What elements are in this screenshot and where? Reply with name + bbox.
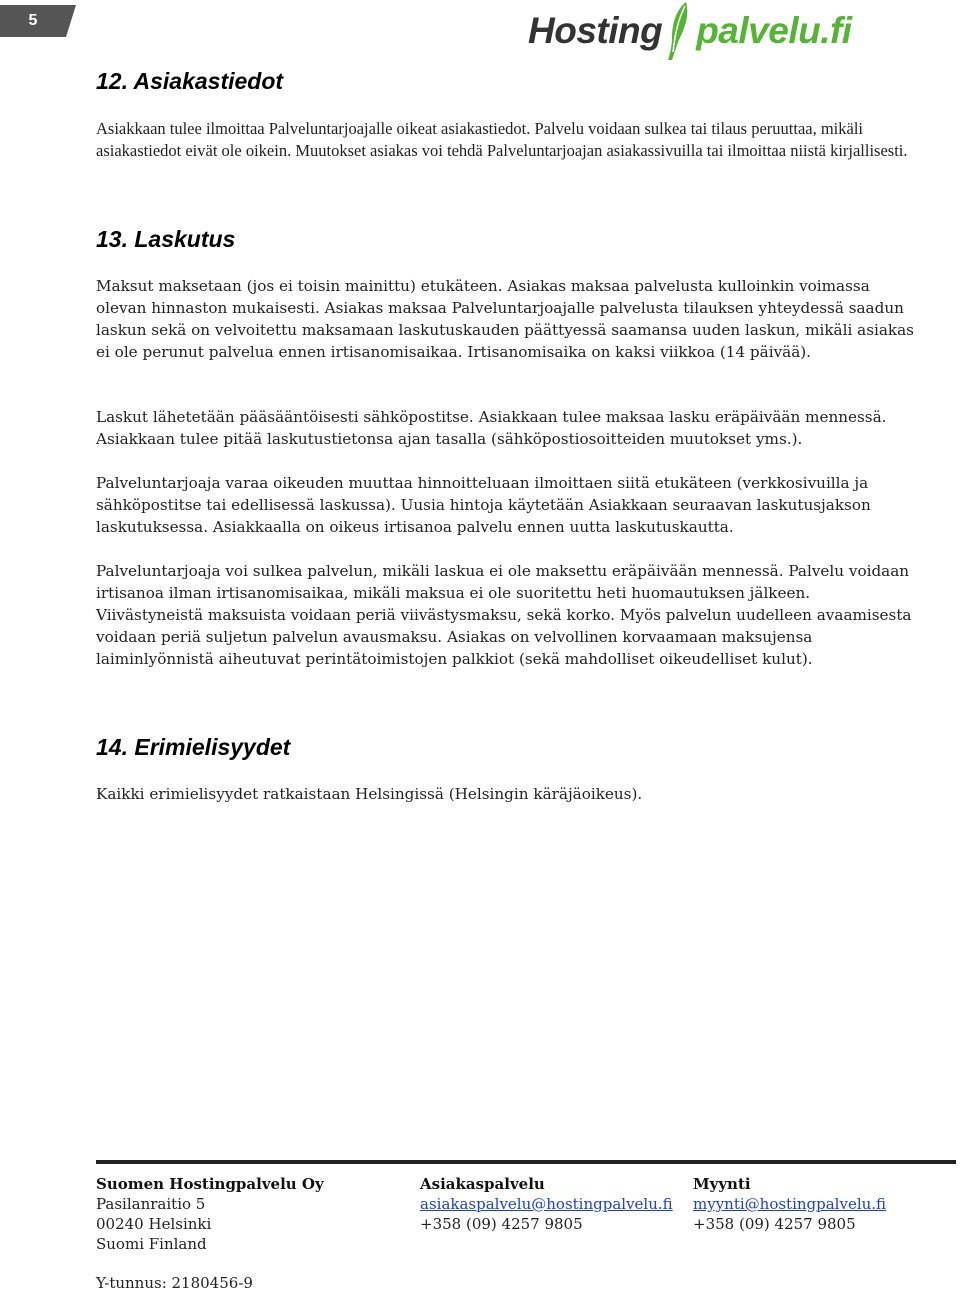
sales-email-link[interactable]: myynti@hostingpalvelu.fi xyxy=(693,1195,887,1213)
company-city: 00240 Helsinki xyxy=(96,1215,212,1233)
sales-title: Myynti xyxy=(693,1175,751,1193)
paragraph: Kaikki erimielisyydet ratkaistaan Helsingissä (Helsingin käräjäoikeus). xyxy=(96,785,643,803)
support-title: Asiakaspalvelu xyxy=(420,1175,545,1193)
paragraph: Laskut lähetetään pääsääntöisesti sähköpostitse. Asiakkaan tulee maksaa lasku eräpäivään mennessä. Asiakkaan tulee pitää laskutustietonsa ajan tasalla (sähköpostiosoitteiden muutokset yms.). xyxy=(96,408,887,448)
footer-sales xyxy=(693,1174,886,1234)
logo-feather-icon xyxy=(664,0,694,62)
support-phone: +358 (09) 4257 9805 xyxy=(420,1215,583,1233)
section-heading-erimielisyydet: 14. Erimielisyydet xyxy=(96,734,291,760)
paragraph: Palveluntarjoaja varaa oikeuden muuttaa hinnoitteluaan ilmoittaen siitä etukäteen (verkkosivuilla ja sähköpostitse tai edellisessä laskussa). Uusia hintoja käytetään Asiakkaan seuraavan laskutusjakson laskutuksessa. Asiakkaalla on oikeus irtisanoa palvelu ennen uutta laskutuskautta. xyxy=(96,474,871,536)
paragraph: Maksut maksetaan (jos ei toisin mainittu) etukäteen. Asiakas maksaa palvelusta kulloinkin voimassa olevan hinnaston mukaisesti. Asiakas maksaa Palveluntarjoajalle palvelusta tilauksen yhteydessä saadun laskun sekä on velvoitettu maksamaan laskutuskauden päättyessä saamansa uuden laskun, mikäli asiakas ei ole perunut palvelua ennen irtisanomisaikaa. Irtisanomisaika on kaksi viikkoa (14 päivää). xyxy=(96,277,914,361)
company-name: Suomen Hostingpalvelu Oy xyxy=(96,1175,324,1193)
section-heading-asiakastiedot: 12. Asiakastiedot xyxy=(96,68,284,94)
logo-word-hosting: Hosting xyxy=(528,10,663,51)
page-number: 5 xyxy=(0,5,66,37)
business-id: Y-tunnus: 2180456-9 xyxy=(96,1274,253,1292)
hostingpalvelu-logo xyxy=(528,0,918,62)
footer-divider xyxy=(96,1160,956,1164)
footer-support xyxy=(420,1174,673,1234)
section-heading-laskutus: 13. Laskutus xyxy=(96,226,236,252)
company-country: Suomi Finland xyxy=(96,1235,207,1253)
logo-word-palvelu: palvelu.fi xyxy=(696,10,852,51)
support-email-link[interactable]: asiakaspalvelu@hostingpalvelu.fi xyxy=(420,1195,673,1213)
company-street: Pasilanraitio 5 xyxy=(96,1195,206,1213)
paragraph: Palveluntarjoaja voi sulkea palvelun, mikäli laskua ei ole maksettu eräpäivään mennessä. Palvelu voidaan irtisanoa ilman irtisanomisaikaa, mikäli maksua ei ole suoritettu heti huomautuksen jälkeen. Viivästyneistä maksuista voidaan periä viivästysmaksu, sekä korko. Myös palvelun uudelleen avaamisesta voidaan periä suljetun palvelun avausmaksu. Asiakas on velvollinen korvaamaan maksujensa laiminlyönnistä aiheutuvat perintätoimistojen palkkiot (sekä mahdolliset oikeudelliset kulut). xyxy=(96,562,912,668)
sales-phone: +358 (09) 4257 9805 xyxy=(693,1215,856,1233)
paragraph: Asiakkaan tulee ilmoittaa Palveluntarjoajalle oikeat asiakastiedot. Palvelu voidaan sulkea tai tilaus peruuttaa, mikäli asiakastiedot eivät ole oikein. Muutokset asiakas voi tehdä Palveluntarjoajan asiakassivuilla tai ilmoittaa niistä kirjallisesti. xyxy=(96,119,908,160)
footer-company xyxy=(96,1174,324,1254)
